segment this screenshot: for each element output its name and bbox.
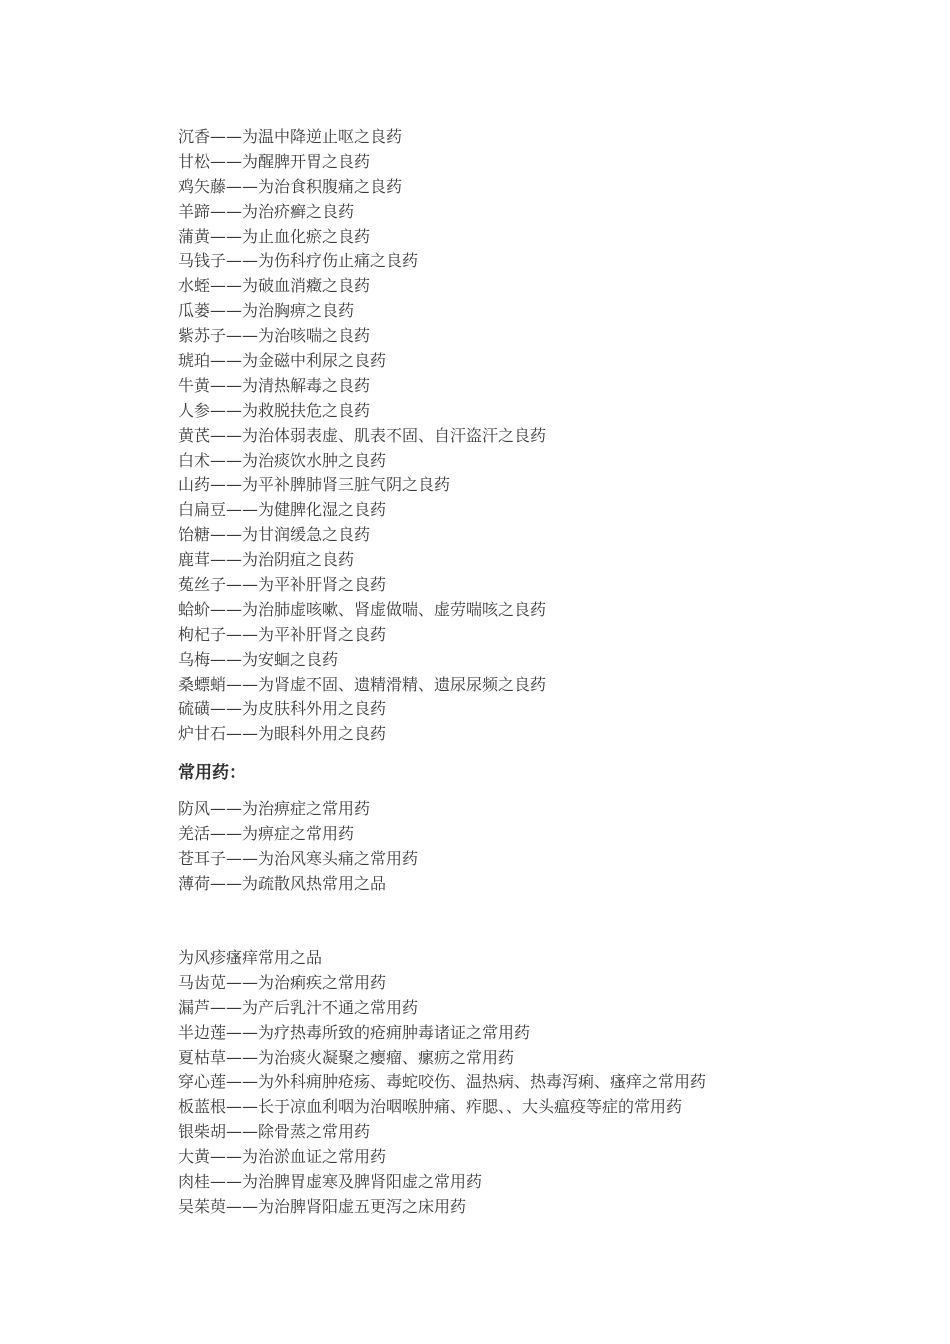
list-item: 半边莲——为疗热毒所致的疮痈肿毒诸证之常用药 [178, 1022, 531, 1042]
list-item: 蛤蚧——为治肺虚咳嗽、肾虚做喘、虚劳喘咳之良药 [178, 599, 547, 619]
common-medicine-list-b [178, 946, 706, 1220]
good-medicine-list [178, 125, 546, 747]
list-item: 白术——为治痰饮水肿之良药 [178, 450, 387, 470]
list-item: 马钱子——为伤科疗伤止痛之良药 [178, 251, 419, 271]
list-item: 沉香——为温中降逆止呕之良药 [178, 127, 403, 146]
list-item: 山药——为平补脾肺肾三脏气阴之良药 [178, 475, 451, 495]
list-item: 薄荷——为疏散风热常用之品 [178, 873, 387, 893]
list-item: 鹿茸——为治阴疽之良药 [178, 550, 355, 570]
list-item: 牛黄——为清热解毒之良药 [178, 375, 371, 395]
list-item: 人参——为救脱扶危之良药 [178, 400, 371, 420]
list-item: 防风——为治痹症之常用药 [178, 799, 371, 818]
list-item: 吴茱萸——为治脾肾阳虚五更泻之床用药 [178, 1196, 467, 1216]
list-item: 乌梅——为安蛔之良药 [178, 649, 339, 669]
list-item: 水蛭——为破血消癥之良药 [178, 276, 371, 296]
list-item: 炉甘石——为眼科外用之良药 [178, 724, 387, 744]
list-item: 硫磺——为皮肤科外用之良药 [178, 699, 387, 719]
list-item: 肉桂——为治脾胃虚寒及脾肾阳虚之常用药 [178, 1172, 483, 1192]
list-item: 马齿苋——为治痢疾之常用药 [178, 972, 387, 992]
list-item: 鸡矢藤——为治食积腹痛之良药 [178, 176, 403, 196]
list-item: 板蓝根——长于凉血利咽为治咽喉肿痛、痄腮、、大头瘟疫等症的常用药 [178, 1097, 683, 1117]
list-item: 苍耳子——为治风寒头痛之常用药 [178, 848, 419, 868]
list-item: 大黄——为治淤血证之常用药 [178, 1147, 387, 1167]
list-item: 银柴胡——除骨蒸之常用药 [178, 1122, 371, 1142]
list-item: 饴糖——为甘润缓急之良药 [178, 525, 371, 545]
list-item: 蒲黄——为止血化瘀之良药 [178, 226, 371, 246]
list-item: 黄芪——为治体弱表虚、肌表不固、自汗盗汗之良药 [178, 425, 547, 445]
list-item: 瓜蒌——为治胸痹之良药 [178, 301, 355, 321]
common-medicine-list-a [178, 797, 418, 897]
list-item: 夏枯草——为治痰火凝聚之瘿瘤、瘰疬之常用药 [178, 1047, 515, 1067]
list-item: 白扁豆——为健脾化湿之良药 [178, 500, 387, 520]
list-item: 穿心莲——为外科痈肿疮疡、毒蛇咬伤、温热病、热毒泻痢、瘙痒之常用药 [178, 1072, 707, 1092]
list-item: 羊蹄——为治疥癣之良药 [178, 201, 355, 221]
list-item: 桑螵蛸——为肾虚不固、遗精滑精、遗尿尿频之良药 [178, 674, 547, 694]
list-item: 为风疹瘙痒常用之品 [178, 948, 323, 967]
list-item: 菟丝子——为平补肝肾之良药 [178, 575, 387, 595]
list-item: 琥珀——为金磁中利尿之良药 [178, 351, 387, 371]
list-item: 甘松——为醒脾开胃之良药 [178, 151, 371, 171]
list-item: 漏芦——为产后乳汁不通之常用药 [178, 997, 419, 1017]
list-item: 紫苏子——为治咳喘之良药 [178, 326, 371, 346]
list-item: 羌活——为痹症之常用药 [178, 823, 355, 843]
list-item: 枸杞子——为平补肝肾之良药 [178, 624, 387, 644]
section-heading-common-medicine: 常用药： [178, 763, 246, 783]
